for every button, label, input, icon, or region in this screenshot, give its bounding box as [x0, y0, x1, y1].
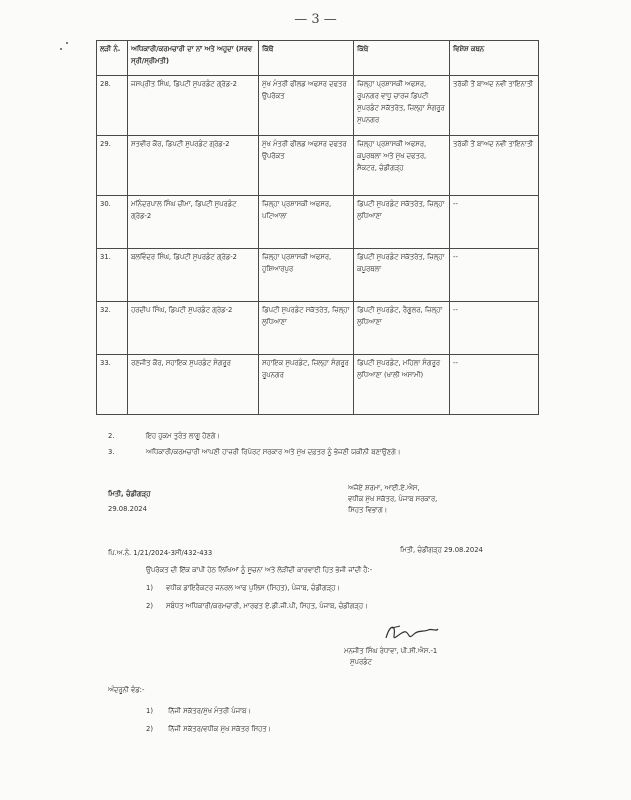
table-row	[97, 76, 539, 136]
endorsement-ref: ਪਿ.ਅ.ਨੰ. 1/21/2024-3ਸੀ/432-433	[108, 549, 213, 557]
header-serial: ਲੜੀ ਨੰ.	[97, 41, 128, 76]
handwritten-signature	[382, 620, 442, 646]
cell-from: ਮੁੱਖ ਮੰਤਰੀ ਫੀਲਡ ਅਫਸਰ ਦਫਤਰ ਉਪਰੋਕਤ	[259, 136, 354, 196]
cell-to: ਜ਼ਿਲ੍ਹਾ ਪ੍ਰਸ਼ਾਸਕੀ ਅਫਸਰ, ਰੂਪਨਗਰ ਵਾਧੂ ਚਾਰਜ ਡਿਪਟੀ ਸੁਪਰਡੰਟ ਸਕੱਤਰੇਤ, ਜ਼ਿਲ੍ਹਾ ਸੰਗਰੂਰ ਸੁਪਨਗਰ	[354, 76, 450, 136]
signatory-block-2	[344, 646, 544, 668]
cell-name: ਬਲਵਿੰਦਰ ਸਿੰਘ, ਡਿਪਟੀ ਸੁਪਰਡੰਟ ਗ੍ਰੇਡ-2	[128, 249, 259, 302]
note-number: 3.	[108, 448, 115, 456]
cell-to: ਡਿਪਟੀ ਸੁਪਰਡੰਟ, ਰੈਗੂਲਰ, ਜ਼ਿਲ੍ਹਾ ਲੁਧਿਆਣਾ	[354, 302, 450, 355]
header-from: ਕਿੱਥੋਂ	[259, 41, 354, 76]
note-number: 2.	[108, 432, 115, 440]
note-text: ਇਹ ਹੁਕਮ ਤੁਰੰਤ ਲਾਗੂ ਹੋਣਗੇ।	[146, 432, 221, 440]
item-number: 1)	[146, 707, 153, 715]
header-to: ਕਿੱਥੇ	[354, 41, 450, 76]
cell-remarks: --	[450, 355, 539, 415]
internal-item	[146, 707, 446, 719]
item-text: ਵਧੀਕ ਡਾਇਰੈਕਟਰ ਜਨਰਲ ਆਫ ਪੁਲਿਸ (ਸਿਹਤ), ਪੰਜਾਬ, ਚੰਡੀਗੜ੍ਹ।	[166, 584, 340, 592]
cell-to: ਡਿਪਟੀ ਸੁਪਰਡੰਟ ਸਕੱਤਰੇਤ, ਜ਼ਿਲ੍ਹਾ ਕਪੂਰਥਲਾ	[354, 249, 450, 302]
cell-remarks: --	[450, 302, 539, 355]
endorsement-intro: ਉਪਰੋਕਤ ਦੀ ਇੱਕ ਕਾਪੀ ਹੇਠ ਲਿਖਿਆਂ ਨੂੰ ਸੂਚਨਾ ਅਤੇ ਲੋੜੀਂਦੀ ਕਾਰਵਾਈ ਹਿਤ ਭੇਜੀ ਜਾਂਦੀ ਹੈ:-	[146, 566, 373, 574]
internal-item	[146, 725, 446, 737]
endorsement-item	[146, 602, 526, 614]
header-remarks: ਵਿਸ਼ੇਸ਼ ਕਥਨ	[450, 41, 539, 76]
table-row	[97, 136, 539, 196]
note-3	[108, 448, 548, 460]
signatory-name: ਮਨਜੀਤ ਸਿੰਘ ਰੰਧਾਵਾ, ਪੀ.ਸੀ.ਐਸ.-1	[344, 647, 438, 655]
cell-from: ਜ਼ਿਲ੍ਹਾ ਪ੍ਰਸ਼ਾਸਕੀ ਅਫਸਰ, ਪਟਿਆਲਾ	[259, 196, 354, 249]
item-text: ਨਿੱਜੀ ਸਕੱਤਰ/ਮੁੱਖ ਮੰਤਰੀ ਪੰਜਾਬ।	[168, 707, 251, 715]
cell-name: ਮਨਿੰਦਰਪਾਲ ਸਿੰਘ ਚੀਮਾ, ਡਿਪਟੀ ਸੁਪਰਡੰਟ ਗ੍ਰੇਡ-2	[128, 196, 259, 249]
cell-to: ਡਿਪਟੀ ਸੁਪਰਡੰਟ ਸਕੱਤਰੇਤ, ਜ਼ਿਲ੍ਹਾ ਲੁਧਿਆਣਾ	[354, 196, 450, 249]
item-text: ਨਿੱਜੀ ਸਕੱਤਰ/ਵਧੀਕ ਮੁੱਖ ਸਕੱਤਰ ਸਿਹਤ।	[168, 725, 272, 733]
cell-serial: 33.	[97, 355, 128, 415]
cell-remarks: --	[450, 249, 539, 302]
cell-from: ਡਿਪਟੀ ਸੁਪਰਡੰਟ ਸਕੱਤਰੇਤ, ਜ਼ਿਲ੍ਹਾ ਲੁਧਿਆਣਾ	[259, 302, 354, 355]
cell-name: ਸਤਵੀਰ ਕੌਰ, ਡਿਪਟੀ ਸੁਪਰਡੰਟ ਗ੍ਰੇਡ-2	[128, 136, 259, 196]
cell-to: ਜ਼ਿਲ੍ਹਾ ਪ੍ਰਸ਼ਾਸਕੀ ਅਫਸਰ, ਕਪੂਰਥਲਾ ਅਤੇ ਮੁੱਖ ਦਫਤਰ, ਸੈਕਟਰ, ਚੰਡੀਗੜ੍ਹ	[354, 136, 450, 196]
scan-speck	[60, 48, 62, 50]
place-label: ਮਿਤੀ, ਚੰਡੀਗੜ੍ਹ	[108, 490, 151, 498]
transfer-table	[96, 40, 539, 415]
header-name: ਅਧਿਕਾਰੀ/ਕਰਮਚਾਰੀ ਦਾ ਨਾਂ ਅਤੇ ਅਹੁਦਾ (ਸਰਵ ਸ੍ਰੀ/ਸ੍ਰੀਮਤੀ)	[128, 41, 259, 76]
signatory-designation: ਵਧੀਕ ਮੁੱਖ ਸਕੱਤਰ, ਪੰਜਾਬ ਸਰਕਾਰ,	[348, 495, 438, 503]
cell-serial: 32.	[97, 302, 128, 355]
item-number: 1)	[146, 584, 153, 592]
cell-remarks: ਤਰੱਕੀ ਤੋਂ ਬਾਅਦ ਨਵੀਂ ਤਾਇਨਾਤੀ	[450, 76, 539, 136]
item-number: 2)	[146, 725, 153, 733]
table-row	[97, 196, 539, 249]
note-text: ਅਧਿਕਾਰੀ/ਕਰਮਚਾਰੀ ਆਪਣੀ ਹਾਜ਼ਰੀ ਰਿਪੋਰਟ ਸਰਕਾਰ ਅਤੇ ਮੁੱਖ ਦਫ਼ਤਰ ਨੂੰ ਭੇਜਣੀ ਯਕੀਨੀ ਬਣਾਉਣਗੇ।	[146, 448, 401, 456]
item-number: 2)	[146, 602, 153, 610]
cell-serial: 28.	[97, 76, 128, 136]
cell-name: ਜਸਪ੍ਰੀਤ ਸਿੰਘ, ਡਿਪਟੀ ਸੁਪਰਡੰਟ ਗ੍ਰੇਡ-2	[128, 76, 259, 136]
cell-from: ਮੁੱਖ ਮੰਤਰੀ ਫੀਲਡ ਅਫਸਰ ਦਫਤਰ ਉਪਰੋਕਤ	[259, 76, 354, 136]
scan-speck	[66, 42, 68, 44]
table-header-row	[97, 41, 539, 76]
cell-name: ਰਣਜੀਤ ਕੌਰ, ਸਹਾਇਕ ਸੁਪਰਡੰਟ ਸੰਗਰੂਰ	[128, 355, 259, 415]
endorsement-item	[146, 584, 526, 596]
signatory-department: ਸਿਹਤ ਵਿਭਾਗ।	[348, 506, 388, 514]
internal-distribution-title: ਅੰਦਰੂਨੀ ਵੰਡ:-	[108, 686, 145, 694]
issue-date: 29.08.2024	[108, 505, 147, 513]
cell-name: ਹਰਦੀਪ ਸਿੰਘ, ਡਿਪਟੀ ਸੁਪਰਡੰਟ ਗ੍ਰੇਡ-2	[128, 302, 259, 355]
cell-remarks: --	[450, 196, 539, 249]
cell-from: ਜ਼ਿਲ੍ਹਾ ਪ੍ਰਸ਼ਾਸਕੀ ਅਫਸਰ, ਹੁਸ਼ਿਆਰਪੁਰ	[259, 249, 354, 302]
cell-serial: 30.	[97, 196, 128, 249]
signatory-designation: ਸੁਪਰਡੰਟ	[350, 658, 372, 666]
signatory-name: ਅਜੋਏ ਸ਼ਰਮਾ, ਆਈ.ਏ.ਐਸ,	[348, 484, 420, 492]
table-row	[97, 249, 539, 302]
cell-from: ਸਹਾਇਕ ਸੁਪਰਡੰਟ, ਜ਼ਿਲ੍ਹਾ ਸੰਗਰੂਰ ਰੂਪਨਗਰ	[259, 355, 354, 415]
cell-serial: 29.	[97, 136, 128, 196]
signatory-block-1	[348, 483, 528, 516]
page-number: — 3 —	[294, 12, 337, 27]
table-row	[97, 302, 539, 355]
note-2	[108, 432, 528, 444]
table-row	[97, 355, 539, 415]
endorsement-date: ਮਿਤੀ, ਚੰਡੀਗੜ੍ਹ 29.08.2024	[400, 546, 483, 554]
cell-to: ਡਿਪਟੀ ਸੁਪਰਡੰਟ, ਮਹਿਲਾ ਸੰਗਰੂਰ ਲੁਧਿਆਣਾ (ਖਾਲੀ ਅਸਾਮੀ)	[354, 355, 450, 415]
item-text: ਸਬੰਧਤ ਅਧਿਕਾਰੀ/ਕਰਮਚਾਰੀ, ਮਾਰਫਤ ਏ.ਡੀ.ਜੀ.ਪੀ, ਸਿਹਤ, ਪੰਜਾਬ, ਚੰਡੀਗੜ੍ਹ।	[166, 602, 368, 610]
cell-remarks: ਤਰੱਕੀ ਤੋਂ ਬਾਅਦ ਨਵੀਂ ਤਾਇਨਾਤੀ	[450, 136, 539, 196]
cell-serial: 31.	[97, 249, 128, 302]
